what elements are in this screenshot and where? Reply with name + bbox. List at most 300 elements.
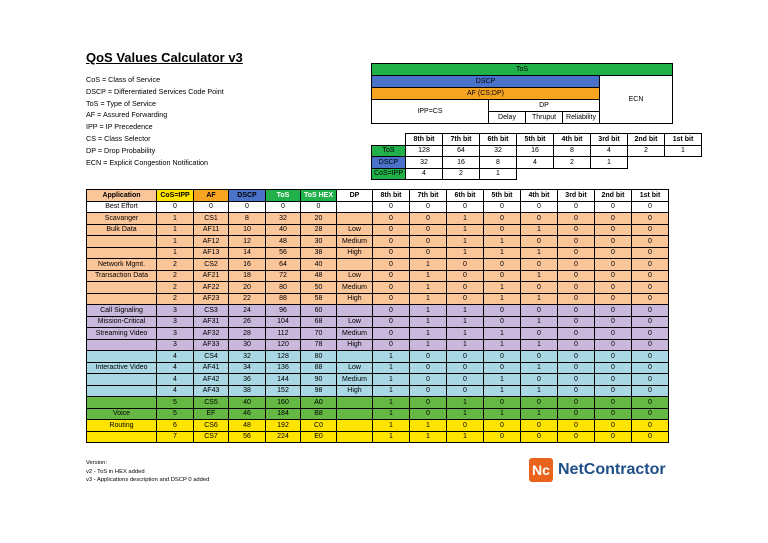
value-cell: 0: [558, 224, 595, 236]
bit-weights-table: [371, 133, 702, 180]
value-cell: 0: [484, 431, 521, 443]
legend-item: IPP = IP Precedence: [86, 122, 153, 132]
value-cell: [337, 408, 373, 420]
bit-label: 1st bit: [665, 134, 702, 146]
value-cell: 8: [229, 213, 266, 225]
column-header: 7th bit: [410, 190, 447, 202]
value-cell: 30: [229, 339, 266, 351]
value-cell: CS3: [194, 305, 229, 317]
value-cell: 0: [373, 224, 410, 236]
value-cell: 80: [266, 282, 301, 294]
value-cell: 0: [632, 236, 669, 248]
bit-label: 8th bit: [406, 134, 443, 146]
value-cell: 1: [521, 270, 558, 282]
value-cell: Low: [337, 224, 373, 236]
value-cell: 0: [447, 282, 484, 294]
value-cell: 1: [410, 316, 447, 328]
value-cell: Medium: [337, 282, 373, 294]
bit-weight: 2: [628, 145, 665, 157]
bit-weight: [628, 157, 665, 169]
value-cell: 1: [484, 282, 521, 294]
table-row: [87, 213, 669, 225]
value-cell: 1: [447, 397, 484, 409]
value-cell: 0: [373, 259, 410, 271]
bit-weight: 4: [591, 145, 628, 157]
value-cell: 0: [595, 339, 632, 351]
value-cell: 88: [266, 293, 301, 305]
value-cell: 0: [484, 305, 521, 317]
value-cell: 1: [410, 259, 447, 271]
value-cell: CS7: [194, 431, 229, 443]
bit-weight: 16: [517, 145, 554, 157]
value-cell: 20: [229, 282, 266, 294]
value-cell: 1: [410, 328, 447, 340]
value-cell: [337, 201, 373, 213]
value-cell: 0: [558, 213, 595, 225]
value-cell: 0: [373, 247, 410, 259]
value-cell: 136: [266, 362, 301, 374]
value-cell: 1: [521, 362, 558, 374]
value-cell: 0: [373, 293, 410, 305]
value-cell: 48: [301, 270, 337, 282]
bit-label: 2nd bit: [628, 134, 665, 146]
value-cell: 0: [410, 213, 447, 225]
value-cell: 0: [410, 236, 447, 248]
value-cell: 60: [301, 305, 337, 317]
value-cell: 0: [558, 339, 595, 351]
value-cell: 70: [301, 328, 337, 340]
value-cell: 1: [410, 293, 447, 305]
value-cell: 0: [632, 431, 669, 443]
value-cell: 0: [632, 362, 669, 374]
bit-weight: 32: [480, 145, 517, 157]
value-cell: [337, 213, 373, 225]
netcontractor-logo: [529, 458, 666, 482]
value-cell: Medium: [337, 374, 373, 386]
value-cell: 0: [484, 201, 521, 213]
value-cell: AF31: [194, 316, 229, 328]
legend-item: ToS = Type of Service: [86, 98, 156, 108]
bit-weight: [591, 168, 628, 180]
value-cell: 1: [521, 316, 558, 328]
value-cell: 112: [266, 328, 301, 340]
value-cell: 0: [373, 213, 410, 225]
value-cell: 1: [410, 282, 447, 294]
value-cell: 1: [410, 431, 447, 443]
abbreviation-legend: [86, 74, 224, 168]
bit-label: 6th bit: [480, 134, 517, 146]
value-cell: 0: [595, 397, 632, 409]
application-cell: [87, 351, 157, 363]
value-cell: 0: [410, 408, 447, 420]
table-row: [87, 293, 669, 305]
application-cell: [87, 293, 157, 305]
dp-header: DP: [489, 100, 600, 112]
value-cell: 0: [410, 201, 447, 213]
value-cell: 1: [521, 293, 558, 305]
table-row: [87, 339, 669, 351]
value-cell: 0: [447, 420, 484, 432]
version-notes: [86, 459, 209, 485]
value-cell: 0: [595, 385, 632, 397]
table-row: [87, 201, 669, 213]
application-cell: Scavanger: [87, 213, 157, 225]
table-row: [87, 385, 669, 397]
application-cell: Interactive Video: [87, 362, 157, 374]
application-cell: [87, 339, 157, 351]
value-cell: 1: [521, 408, 558, 420]
bit-weight: 4: [517, 157, 554, 169]
value-cell: 1: [373, 351, 410, 363]
value-cell: 14: [229, 247, 266, 259]
value-cell: 16: [229, 259, 266, 271]
value-cell: 0: [595, 293, 632, 305]
value-cell: 2: [157, 270, 194, 282]
value-cell: 40: [229, 397, 266, 409]
bit-weight: [554, 168, 591, 180]
value-cell: 0: [595, 408, 632, 420]
value-cell: [337, 351, 373, 363]
value-cell: 1: [484, 236, 521, 248]
value-cell: High: [337, 385, 373, 397]
empty-corner: [372, 134, 406, 146]
value-cell: B8: [301, 408, 337, 420]
value-cell: 0: [595, 420, 632, 432]
value-cell: 0: [632, 420, 669, 432]
value-cell: 0: [484, 351, 521, 363]
value-cell: 0: [595, 270, 632, 282]
value-cell: Low: [337, 362, 373, 374]
table-row: [87, 431, 669, 443]
value-cell: 0: [558, 397, 595, 409]
value-cell: 0: [632, 305, 669, 317]
value-cell: 1: [447, 431, 484, 443]
value-cell: 3: [157, 316, 194, 328]
value-cell: 58: [301, 293, 337, 305]
value-cell: [337, 259, 373, 271]
application-cell: Streaming Video: [87, 328, 157, 340]
column-header: 1st bit: [632, 190, 669, 202]
application-cell: [87, 282, 157, 294]
value-cell: 0: [521, 282, 558, 294]
value-cell: 0: [447, 374, 484, 386]
value-cell: 0: [521, 431, 558, 443]
value-cell: 1: [484, 408, 521, 420]
value-cell: 78: [301, 339, 337, 351]
value-cell: AF13: [194, 247, 229, 259]
value-cell: 0: [558, 316, 595, 328]
value-cell: 0: [447, 270, 484, 282]
value-cell: 0: [521, 374, 558, 386]
value-cell: 0: [521, 201, 558, 213]
value-cell: 1: [447, 224, 484, 236]
value-cell: 1: [447, 328, 484, 340]
value-cell: 0: [157, 201, 194, 213]
value-cell: 90: [301, 374, 337, 386]
value-cell: 0: [558, 293, 595, 305]
value-cell: 144: [266, 374, 301, 386]
value-cell: 0: [447, 362, 484, 374]
value-cell: 0: [558, 247, 595, 259]
value-cell: 0: [632, 224, 669, 236]
table-row: [87, 316, 669, 328]
value-cell: [337, 397, 373, 409]
version-line: Version:: [86, 460, 107, 466]
value-cell: A0: [301, 397, 337, 409]
value-cell: 0: [632, 201, 669, 213]
table-row: [87, 397, 669, 409]
column-header: 5th bit: [484, 190, 521, 202]
legend-item: DP = Drop Probability: [86, 145, 156, 155]
value-cell: 0: [632, 259, 669, 271]
value-cell: 0: [484, 259, 521, 271]
value-cell: 0: [373, 201, 410, 213]
value-cell: 50: [301, 282, 337, 294]
bit-label: 7th bit: [443, 134, 480, 146]
table-row: [87, 374, 669, 386]
bit-weight: [665, 157, 702, 169]
value-cell: High: [337, 339, 373, 351]
value-cell: 128: [266, 351, 301, 363]
value-cell: 1: [484, 374, 521, 386]
value-cell: 1: [447, 305, 484, 317]
value-cell: 0: [632, 385, 669, 397]
value-cell: 0: [373, 316, 410, 328]
value-cell: 0: [558, 201, 595, 213]
value-cell: 48: [229, 420, 266, 432]
value-cell: 0: [558, 305, 595, 317]
application-cell: Best Effort: [87, 201, 157, 213]
value-cell: 0: [632, 213, 669, 225]
value-cell: 160: [266, 397, 301, 409]
table-row: [87, 259, 669, 271]
table-row: [87, 328, 669, 340]
value-cell: AF42: [194, 374, 229, 386]
version-line: v2 - ToS in HEX added: [86, 468, 145, 475]
value-cell: 48: [266, 236, 301, 248]
bit-label: 3rd bit: [591, 134, 628, 146]
value-cell: 120: [266, 339, 301, 351]
column-header: Application: [87, 190, 157, 202]
value-cell: 0: [301, 201, 337, 213]
value-cell: 0: [410, 247, 447, 259]
bit-weight: [517, 168, 554, 180]
value-cell: 1: [521, 339, 558, 351]
value-cell: 2: [157, 293, 194, 305]
value-cell: 2: [157, 259, 194, 271]
logo-text: NetContractor: [558, 461, 666, 478]
column-header: 2nd bit: [595, 190, 632, 202]
value-cell: 0: [632, 397, 669, 409]
value-cell: 0: [410, 362, 447, 374]
value-cell: 0: [632, 328, 669, 340]
application-cell: Voice: [87, 408, 157, 420]
value-cell: 72: [266, 270, 301, 282]
delay-header: Delay: [489, 112, 526, 124]
value-cell: 10: [229, 224, 266, 236]
value-cell: 0: [410, 374, 447, 386]
page-title: QoS Values Calculator v3: [86, 50, 243, 65]
value-cell: 0: [521, 305, 558, 317]
value-cell: 1: [157, 236, 194, 248]
value-cell: 28: [301, 224, 337, 236]
value-cell: 0: [632, 351, 669, 363]
value-cell: AF22: [194, 282, 229, 294]
value-cell: 0: [595, 362, 632, 374]
value-cell: 0: [558, 374, 595, 386]
value-cell: 5: [157, 397, 194, 409]
value-cell: 0: [632, 293, 669, 305]
value-cell: 1: [484, 293, 521, 305]
ecn-header: ECN: [600, 76, 673, 124]
value-cell: 0: [632, 270, 669, 282]
value-cell: 4: [157, 362, 194, 374]
value-cell: 0: [595, 224, 632, 236]
value-cell: [337, 420, 373, 432]
value-cell: EF: [194, 408, 229, 420]
value-cell: 0: [484, 224, 521, 236]
value-cell: C0: [301, 420, 337, 432]
value-cell: 0: [595, 201, 632, 213]
value-cell: 1: [447, 213, 484, 225]
value-cell: 0: [558, 385, 595, 397]
value-cell: 0: [558, 431, 595, 443]
value-cell: 1: [373, 385, 410, 397]
value-cell: 1: [410, 270, 447, 282]
legend-item: DSCP = Differentiated Services Code Point: [86, 86, 224, 96]
thruput-header: Thruput: [526, 112, 563, 124]
bit-weight: 64: [443, 145, 480, 157]
value-cell: 104: [266, 316, 301, 328]
value-cell: 0: [373, 328, 410, 340]
value-cell: 0: [595, 282, 632, 294]
value-cell: 40: [301, 259, 337, 271]
value-cell: 0: [595, 305, 632, 317]
value-cell: 1: [447, 408, 484, 420]
bit-weight: 4: [406, 168, 443, 180]
value-cell: [337, 431, 373, 443]
value-cell: 0: [595, 374, 632, 386]
value-cell: 1: [521, 224, 558, 236]
value-cell: 0: [632, 282, 669, 294]
value-cell: 56: [266, 247, 301, 259]
bit-weight: 16: [443, 157, 480, 169]
value-cell: 0: [595, 247, 632, 259]
value-cell: 30: [301, 236, 337, 248]
bit-row-label: ToS: [372, 145, 406, 157]
bit-weight: 1: [480, 168, 517, 180]
value-cell: 0: [595, 259, 632, 271]
value-cell: 0: [521, 213, 558, 225]
application-cell: Routing: [87, 420, 157, 432]
value-cell: 0: [194, 201, 229, 213]
value-cell: 1: [447, 236, 484, 248]
value-cell: 98: [301, 385, 337, 397]
value-cell: 1: [447, 247, 484, 259]
value-cell: 88: [301, 362, 337, 374]
bit-weight: 1: [665, 145, 702, 157]
value-cell: 192: [266, 420, 301, 432]
application-cell: Bulk Data: [87, 224, 157, 236]
value-cell: 46: [229, 408, 266, 420]
value-cell: 0: [410, 351, 447, 363]
value-cell: 1: [447, 339, 484, 351]
value-cell: 0: [447, 385, 484, 397]
value-cell: CS1: [194, 213, 229, 225]
legend-item: CoS = Class of Service: [86, 75, 161, 84]
application-cell: Network Mgmt.: [87, 259, 157, 271]
value-cell: 0: [595, 328, 632, 340]
application-cell: [87, 431, 157, 443]
value-cell: 1: [410, 420, 447, 432]
value-cell: 4: [157, 351, 194, 363]
bit-weight: 32: [406, 157, 443, 169]
column-header: CoS=IPP: [157, 190, 194, 202]
value-cell: Low: [337, 316, 373, 328]
column-header: 8th bit: [373, 190, 410, 202]
value-cell: 0: [521, 397, 558, 409]
table-row: [87, 270, 669, 282]
table-row: [87, 282, 669, 294]
value-cell: 34: [229, 362, 266, 374]
value-cell: 0: [484, 270, 521, 282]
legend-item: ECN = Explicit Congestion Notification: [86, 157, 209, 167]
value-cell: 38: [229, 385, 266, 397]
value-cell: AF41: [194, 362, 229, 374]
value-cell: 1: [157, 247, 194, 259]
value-cell: 0: [373, 270, 410, 282]
value-cell: 68: [301, 316, 337, 328]
application-cell: [87, 385, 157, 397]
bit-weight: 8: [480, 157, 517, 169]
value-cell: 26: [229, 316, 266, 328]
value-cell: AF23: [194, 293, 229, 305]
legend-item: AF = Assured Forwarding: [86, 110, 168, 120]
value-cell: 1: [447, 316, 484, 328]
value-cell: 28: [229, 328, 266, 340]
value-cell: 80: [301, 351, 337, 363]
value-cell: 0: [632, 316, 669, 328]
value-cell: 0: [632, 339, 669, 351]
dscp-header: DSCP: [372, 76, 600, 88]
value-cell: 0: [484, 397, 521, 409]
value-cell: 2: [157, 282, 194, 294]
value-cell: 36: [229, 374, 266, 386]
value-cell: AF12: [194, 236, 229, 248]
value-cell: 0: [595, 351, 632, 363]
application-cell: Mission-Critical: [87, 316, 157, 328]
value-cell: Medium: [337, 328, 373, 340]
value-cell: CS4: [194, 351, 229, 363]
value-cell: E0: [301, 431, 337, 443]
value-cell: 0: [521, 259, 558, 271]
bit-weight: 2: [443, 168, 480, 180]
value-cell: 0: [521, 236, 558, 248]
value-cell: 3: [157, 328, 194, 340]
value-cell: 0: [595, 316, 632, 328]
value-cell: 1: [410, 339, 447, 351]
column-header: 6th bit: [447, 190, 484, 202]
bit-label: 5th bit: [517, 134, 554, 146]
table-row: [87, 362, 669, 374]
bit-label: 4th bit: [554, 134, 591, 146]
value-cell: 0: [558, 351, 595, 363]
value-cell: AF21: [194, 270, 229, 282]
value-cell: 1: [484, 339, 521, 351]
table-row: [87, 236, 669, 248]
qos-values-table: [86, 189, 669, 443]
value-cell: 0: [484, 420, 521, 432]
